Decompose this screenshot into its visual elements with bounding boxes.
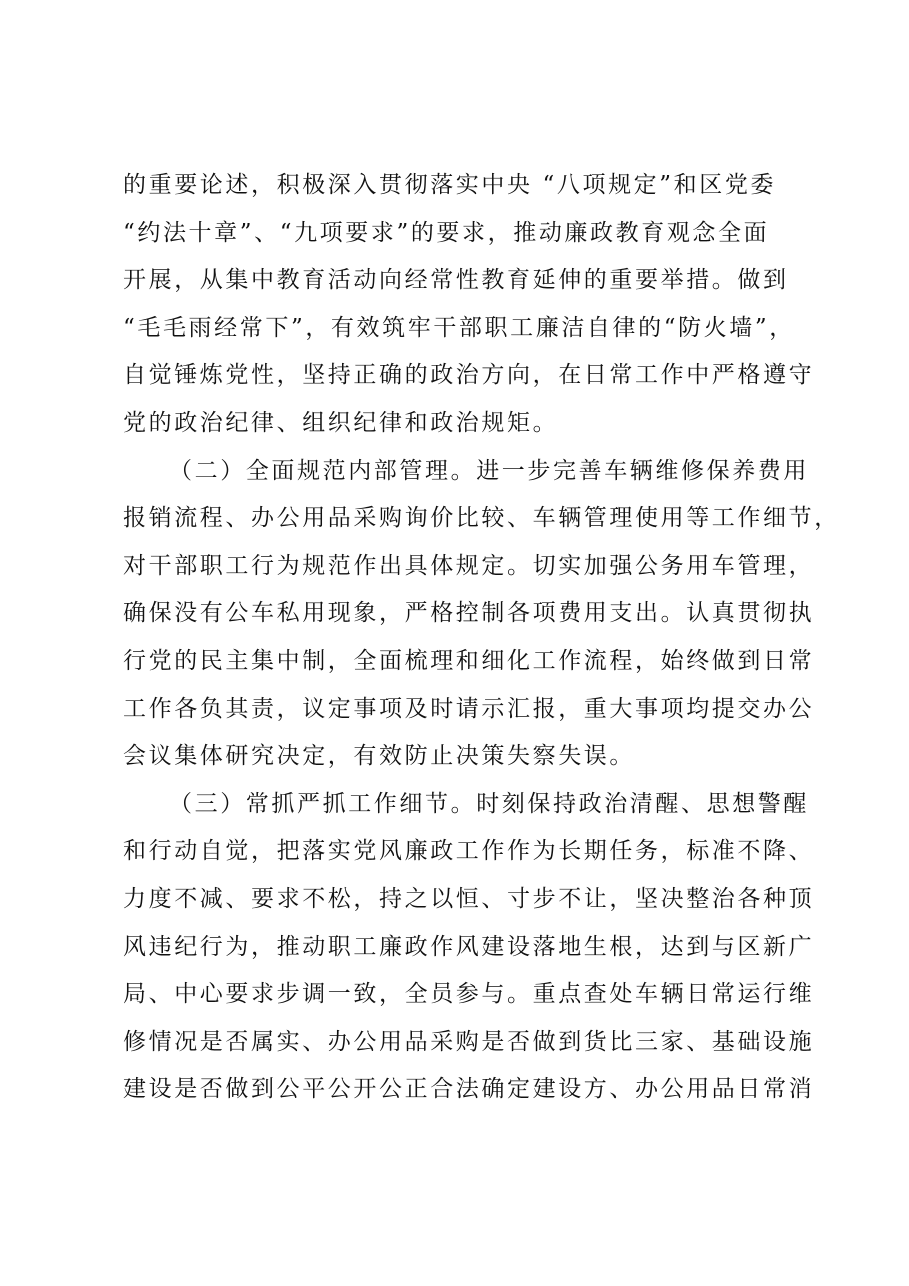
text-line: 建设是否做到公平公开公正合法确定建设方、办公用品日常消 [123, 1076, 815, 1103]
text-line: 风违纪行为，推动职工廉政作风建设落地生根，达到与区新广 [123, 933, 815, 960]
paragraph-internal-management [123, 448, 840, 781]
text-line: 开展，从集中教育活动向经常性教育延伸的重要举措。做到 [123, 267, 789, 294]
text-line: “约法十章”、“九项要求”的要求，推动廉政教育观念全面 [123, 219, 770, 246]
paragraph-work-details [123, 781, 823, 1114]
text-line: 报销流程、办公用品采购询价比较、车辆管理使用等工作细节， [123, 505, 840, 532]
text-line: 和行动自觉，把落实党风廉政工作作为长期任务，标准不降、 [123, 838, 815, 865]
text-line: （三）常抓严抓工作细节。时刻保持政治清醒、思想警醒 [169, 790, 809, 817]
text-line: 修情况是否属实、办公用品采购是否做到货比三家、基础设施 [123, 1028, 815, 1055]
text-line: 确保没有公车私用现象，严格控制各项费用支出。认真贯彻执 [123, 600, 815, 627]
text-line: 自觉锤炼党性，坚持正确的政治方向，在日常工作中严格遵守 [123, 362, 815, 389]
text-line: 行党的民主集中制，全面梳理和细化工作流程，始终做到日常 [123, 647, 815, 674]
text-line: 局、中心要求步调一致，全员参与。重点查处车辆日常运行维 [123, 981, 815, 1008]
text-line: 工作各负其责，议定事项及时请示汇报，重大事项均提交办公 [123, 695, 815, 722]
text-line: 对干部职工行为规范作出具体规定。切实加强公务用车管理， [123, 552, 815, 579]
text-line: 力度不减、要求不松，持之以恒、寸步不让，坚决整治各种顶 [123, 885, 815, 912]
paragraph-continuation [123, 162, 823, 448]
text-line: 党的政治纪律、组织纪律和政治规矩。 [123, 409, 559, 436]
text-line: “毛毛雨经常下”，有效筑牢干部职工廉洁自律的“防火墙”， [123, 314, 795, 341]
text-line: 会议集体研究决定，有效防止决策失察失误。 [123, 743, 635, 770]
text-line: （二）全面规范内部管理。进一步完善车辆维修保养费用 [169, 457, 809, 484]
body-text [123, 162, 840, 1114]
text-line: 的重要论述，积极深入贯彻落实中央 “八项规定”和区党委 [123, 172, 777, 198]
